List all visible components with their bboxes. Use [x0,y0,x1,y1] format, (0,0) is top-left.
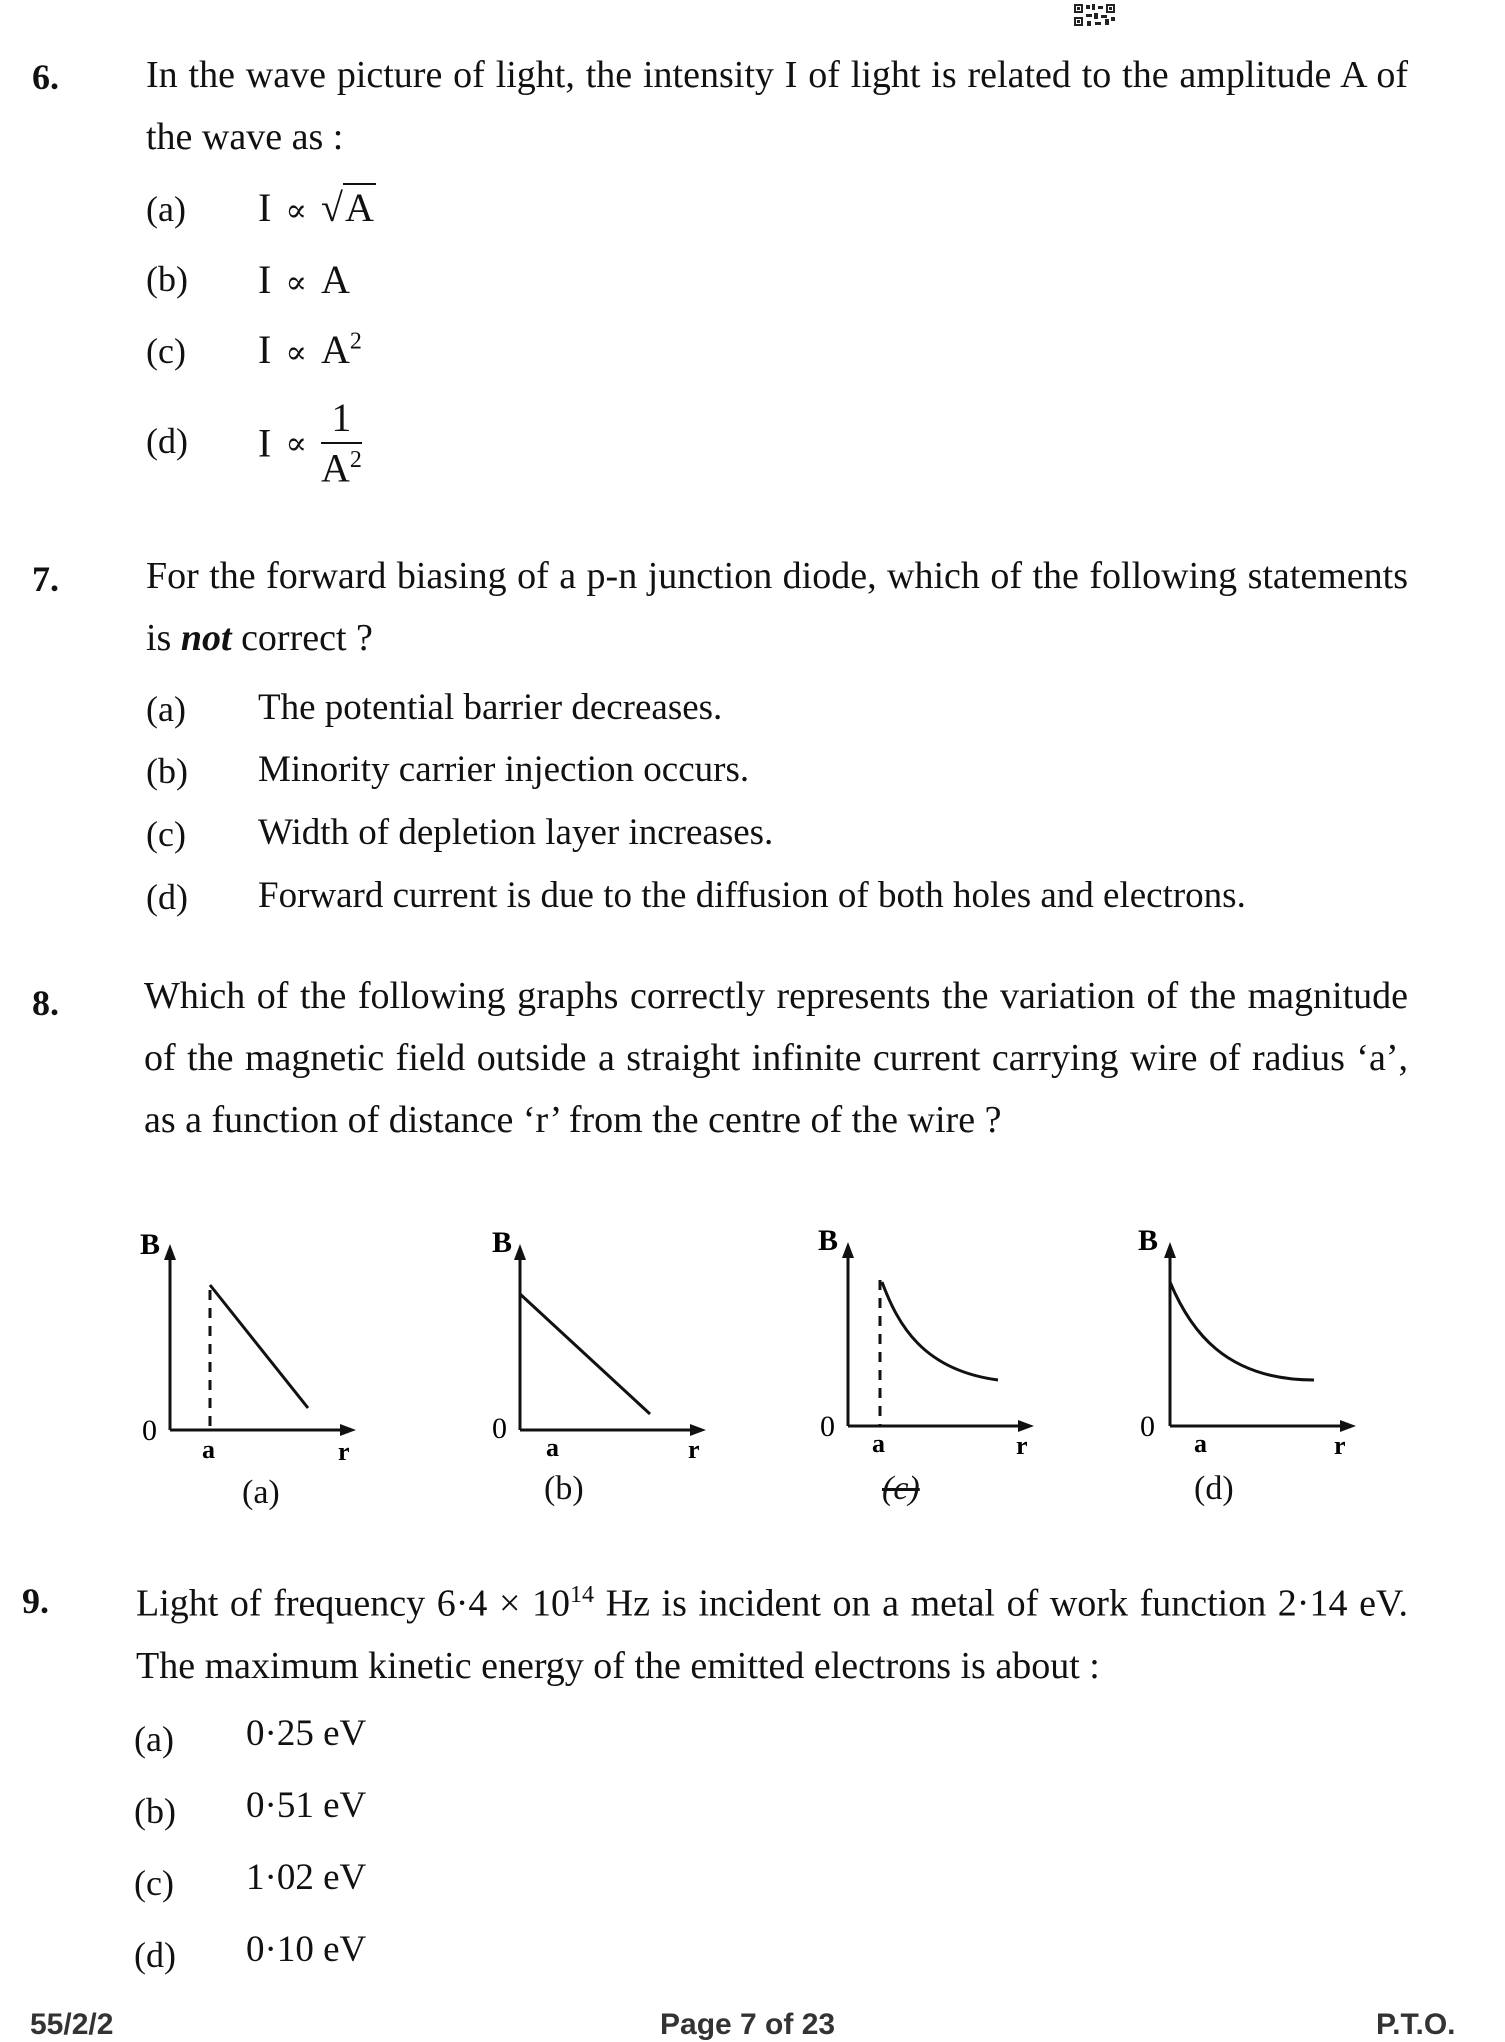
question-stem: In the wave picture of light, the intensity I of light is related to the amplitude A of the wave as : [146,54,1408,158]
origin-label: 0 [142,1414,157,1447]
option-text[interactable]: 0·25 eV [246,1713,367,1754]
y-axis-label: B [818,1230,839,1257]
x-axis-label: r [1016,1431,1028,1460]
y-axis-label: B [1138,1230,1159,1257]
question-number: 6. [32,57,59,97]
graph-caption: (a) [242,1474,280,1511]
y-axis-arrow-icon [514,1244,526,1260]
y-axis-label: B [140,1230,161,1261]
curve-linear-decrease [210,1285,308,1408]
option-label[interactable]: (a) [134,1719,174,1759]
option-formula[interactable]: I ∝ √A [258,185,374,230]
y-axis-arrow-icon [842,1242,854,1258]
option-label[interactable]: (a) [146,689,186,729]
page-number: Page 7 of 23 [660,2008,836,2041]
x-axis-arrow-icon [340,1424,356,1436]
option-label[interactable]: (b) [146,751,188,791]
option-label[interactable]: (a) [146,189,186,229]
sqrt-sign-icon: √ [320,185,343,230]
y-axis-arrow-icon [1164,1242,1176,1258]
question-stem: For the forward biasing of a p-n junction diode, which of the following statements is not correct ? [146,555,1408,659]
option-label[interactable]: (b) [146,259,188,299]
paper-code: 55/2/2 [30,2008,114,2041]
question-number: 7. [32,559,59,599]
y-axis-arrow-icon [164,1244,176,1260]
option-formula[interactable]: I ∝ $\frac{1}{A^2}$ [258,395,362,491]
graph-caption: (b) [544,1470,584,1507]
option-label[interactable]: (b) [134,1791,176,1831]
curve-inverse-decay [882,1282,998,1380]
option-label[interactable]: (d) [146,421,188,461]
x-axis-label: r [1334,1431,1346,1460]
graph-caption-struck: (c) [882,1470,920,1507]
pto-label: P.T.O. [1376,2008,1456,2041]
x-mark-a: a [202,1435,215,1464]
option-text[interactable]: 0·10 eV [246,1929,367,1970]
graph-caption: (d) [1194,1470,1234,1507]
fraction: $\frac{1}{A^2}$ [320,395,362,491]
graph-a[interactable] [130,1230,430,1530]
graph-d[interactable] [1130,1230,1430,1530]
origin-label: 0 [492,1412,507,1445]
option-label[interactable]: (d) [146,877,188,917]
question-number: 8. [32,983,59,1023]
question-number: 9. [22,1581,49,1621]
option-formula[interactable]: $I \propto A^2$ [258,327,362,372]
question-stem: Which of the following graphs correctly represents the variation of the magnitude of the magnetic field outside a straight infinite current carrying wire of radius ‘a’, as a function of distance ‘r’ from the centre of the wire ? [144,975,1408,1141]
option-text[interactable]: Width of depletion layer increases. [258,812,774,853]
option-label[interactable]: (c) [134,1863,174,1903]
graph-c[interactable] [808,1230,1108,1530]
x-axis-label: r [688,1435,700,1464]
graph-b[interactable] [480,1230,780,1530]
question-stem: Light of frequency $6\cdot 4 \times 10^{14}$ Hz is incident on a metal of work function 2·14 eV. The maximum kinetic energy of the emitted electrons is about : [136,1582,1408,1687]
option-formula[interactable]: I ∝ A [258,257,350,302]
option-label[interactable]: (d) [134,1935,176,1975]
emphasis-not: not [180,617,232,659]
x-axis-label: r [338,1437,350,1466]
origin-label: 0 [1140,1410,1155,1443]
x-mark-a: a [872,1429,885,1458]
qr-code-icon [1072,2,1118,28]
option-text[interactable]: 0·51 eV [246,1785,367,1826]
option-text[interactable]: Minority carrier injection occurs. [258,749,750,790]
y-axis-label: B [492,1230,513,1259]
origin-label: 0 [820,1410,835,1443]
option-label[interactable]: (c) [146,331,186,371]
option-label[interactable]: (c) [146,814,186,854]
curve-linear-decrease [520,1294,650,1414]
option-text[interactable]: 1·02 eV [246,1857,367,1898]
option-text[interactable]: The potential barrier decreases. [258,687,723,728]
x-mark-a: a [546,1433,559,1462]
curve-inverse-decay [1170,1282,1314,1380]
x-mark-a: a [1194,1429,1207,1458]
option-text[interactable]: Forward current is due to the diffusion of both holes and electrons. [258,875,1246,916]
